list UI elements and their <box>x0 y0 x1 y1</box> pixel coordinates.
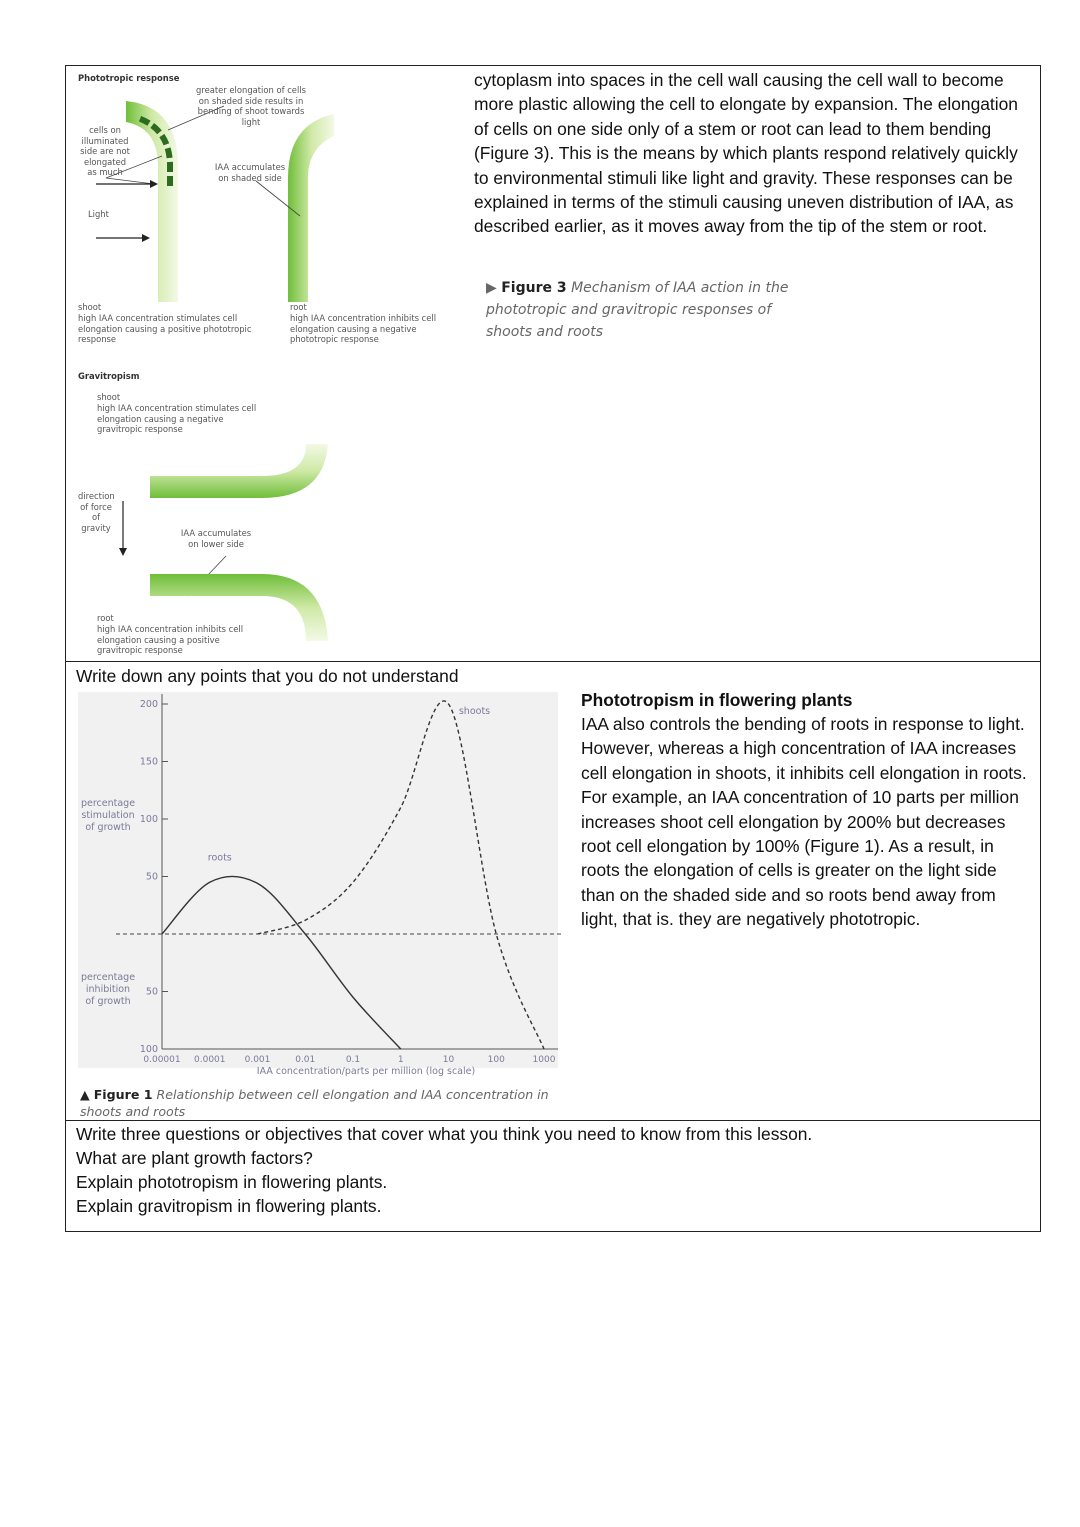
label-greater-elongation: greater elongation of cells on shaded side results in bending of shoot towards light <box>196 85 306 127</box>
caption-triangle-up-icon: ▲ <box>80 1087 90 1102</box>
x-tick-label: 0.001 <box>244 1055 271 1065</box>
figure1-label: Figure 1 <box>93 1087 153 1102</box>
y-tick-label: 150 <box>139 756 158 768</box>
question-2: Explain phototropism in flowering plants. <box>76 1172 388 1192</box>
label-gravity-direction: direction of force of gravity <box>78 491 115 533</box>
middle-section <box>65 661 1041 1121</box>
gravitropic-root-description: high IAA concentration inhibits cell elongation causing a positive gravitropic response <box>97 624 244 656</box>
label-iaa-shaded: IAA accumulates on shaded side <box>214 162 286 183</box>
ylabel-inhibition: percentage inhibition of growth <box>80 972 136 1007</box>
gravitropic-root-title: root <box>97 613 114 623</box>
x-tick-label: 0.0001 <box>194 1055 226 1065</box>
x-tick-label: 1 <box>397 1055 404 1065</box>
series-roots <box>162 876 401 1049</box>
x-tick-label: 100 <box>487 1055 505 1065</box>
y-tick-label: 50 <box>145 871 158 883</box>
label-iaa-lower: IAA accumulates on lower side <box>180 528 252 549</box>
series-label-shoots: shoots <box>458 706 491 717</box>
x-tick-label: 1000 <box>532 1055 556 1065</box>
bottom-section <box>65 1120 1041 1232</box>
figure3-caption-text: Mechanism of IAA action in the phototropic and gravitropic responses of shoots and roots <box>486 280 789 340</box>
ylabel-stimulation: percentage stimulation of growth <box>80 798 136 833</box>
shoot-title: shoot <box>78 302 102 312</box>
series-label-roots: roots <box>207 852 232 864</box>
root-description: high IAA concentration inhibits cell elongation causing a negative phototropic response <box>290 313 437 345</box>
caption-triangle-icon: ▶ <box>486 280 497 296</box>
series-shoots <box>258 701 545 1049</box>
points-prompt: Write down any points that you do not understand <box>76 666 459 686</box>
phototropism-paragraph: IAA also controls the bending of roots in response to light. However, whereas a high concentration of IAA increases cell elongation in shoots, it inhibits cell elongation in roots. For example, an IAA concentration of 10 parts per million increases shoot cell elongation by 200% but decreases root cell elongation by 100% (Figure 1). As a result, in roots the elongation of cells is greater on the light side than on the shaded side and so roots bend away from light, that is. they are negatively phototropic. <box>581 714 1027 930</box>
x-tick-label: 0.00001 <box>143 1055 181 1065</box>
gravitropic-shoot-description: high IAA concentration stimulates cell elongation causing a negative gravitropic response <box>97 403 257 435</box>
figure3-caption <box>486 277 796 343</box>
question-1: What are plant growth factors? <box>76 1148 313 1168</box>
phototropism-heading: Phototropism in flowering plants <box>581 690 853 710</box>
gravitropic-shoot-title: shoot <box>97 392 121 402</box>
figure1-caption <box>80 1086 550 1120</box>
y-tick-label: 200 <box>139 699 158 710</box>
x-tick-label: 0.01 <box>295 1055 316 1065</box>
label-cells-illuminated: cells on illuminated side are not elongated as much <box>80 125 130 178</box>
gravitropism-title: Gravitropism <box>78 371 140 381</box>
objectives-prompt: Write three questions or objectives that cover what you think you need to know from this lesson. <box>76 1124 813 1144</box>
figure1-caption-text: Relationship between cell elongation and IAA concentration in shoots and roots <box>80 1087 549 1119</box>
y-tick-label: 50 <box>145 986 158 998</box>
shoot-bent-shape <box>126 101 178 302</box>
top-section <box>65 65 1041 662</box>
root-title: root <box>290 302 307 312</box>
question-3: Explain gravitropism in flowering plants. <box>76 1196 382 1216</box>
label-light: Light <box>88 209 109 219</box>
phototropic-title: Phototropic response <box>78 73 180 83</box>
x-tick-label: 10 <box>442 1055 455 1065</box>
chart-xlabel: IAA concentration/parts per million (log scale) <box>256 1066 476 1077</box>
x-tick-label: 0.1 <box>345 1055 361 1065</box>
shoot-description: high IAA concentration stimulates cell elongation causing a positive phototropic response <box>78 313 252 345</box>
gravity-arrow-icon <box>119 501 127 556</box>
y-tick-label: 100 <box>139 814 158 825</box>
top-paragraph: cytoplasm into spaces in the cell wall causing the cell wall to become more plastic allowing the cell to elongate by expansion. The elongation of cells on one side only of a stem or root can lead to them bending (Figure 3). This is the means by which plants respond relatively quickly to environmental stimuli like light and gravity. These responses can be explained in terms of the stimuli causing uneven distribution of IAA, as described earlier, as it moves away from the tip of the stem or root. <box>474 70 1018 237</box>
figure1-chart <box>66 662 566 1082</box>
root-bent-shape <box>288 114 334 302</box>
figure3-label: Figure 3 <box>501 280 567 296</box>
gravitropic-shoot-shape <box>150 444 328 498</box>
y-tick-label: 100 <box>139 1044 158 1055</box>
